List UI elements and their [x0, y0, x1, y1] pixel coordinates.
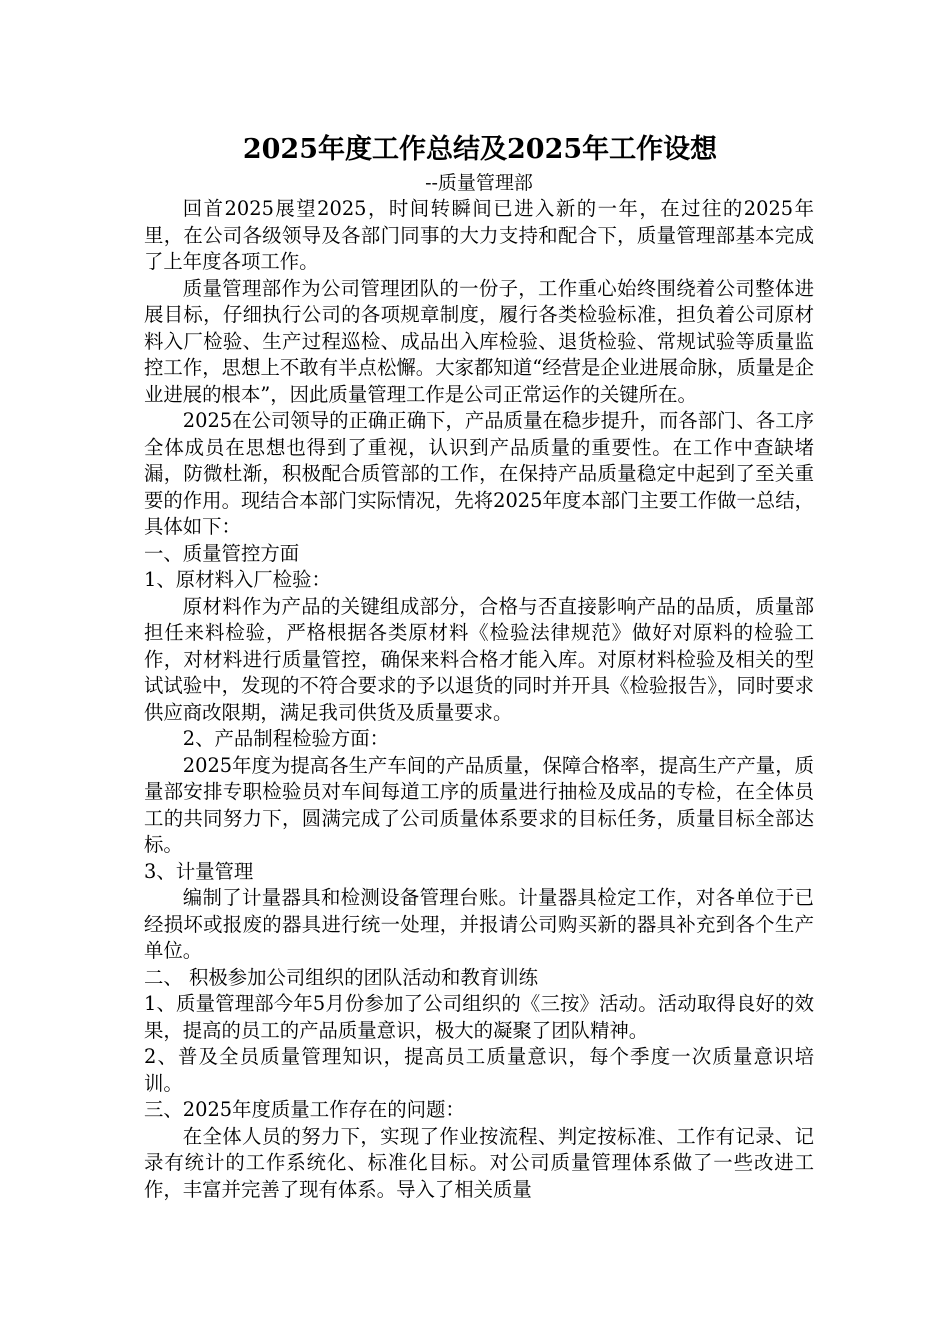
document-subtitle: --质量管理部 — [425, 172, 533, 194]
body-paragraph: 2025在公司领导的正确正确下，产品质量在稳步提升，而各部门、各工序全体成员在思想也得到了重视，认识到产品质量的重要性。在工作中查缺堵漏，防微杜渐，积极配合质管部的工作，在保持产品质量稳定中起到了至关重要的作用。现结合本部门实际情况，先将2025年度本部门主要工作做一总结，具体如下： — [144, 409, 814, 538]
body-paragraph: 编制了计量器具和检测设备管理台账。计量器具检定工作，对各单位于已经损坏或报废的器具进行统一处理，并报请公司购买新的器具补充到各个生产单位。 — [144, 886, 814, 962]
section-heading: 3、计量管理 — [144, 859, 254, 883]
section-heading: 1、质量管理部今年5月份参加了公司组织的《三按》活动。活动取得良好的效果，提高的员工的产品质量意识，极大的凝聚了团队精神。 — [144, 992, 814, 1042]
document-body — [144, 196, 814, 1203]
section-heading: 三、2025年度质量工作存在的问题： — [144, 1098, 465, 1121]
section-heading: 一、质量管控方面 — [144, 541, 300, 565]
section-heading: 二、 积极参加公司组织的团队活动和教育训练 — [144, 965, 538, 989]
body-paragraph: 原材料作为产品的关键组成部分，合格与否直接影响产品的品质，质量部担任来料检验，严格根据各类原材料《检验法律规范》做好对原料的检验工作，对材料进行质量管控，确保来料合格才能入库。对原材料检验及相关的型试试验中，发现的不符合要求的予以退货的同时并开具《检验报告》，同时要求供应商改限期，满足我司供货及质量要求。 — [144, 594, 814, 724]
body-paragraph: 质量管理部作为公司管理团队的一份子，工作重心始终围绕着公司整体进展目标，仔细执行公司的各项规章制度，履行各类检验标准，担负着公司原材料入厂检验、生产过程巡检、成品出入库检验、退货检验、常规试验等质量监控工作，思想上不敢有半点松懈。大家都知道“经营是企业进展命脉，质量是企业进展的根本”，因此质量管理工作是公司正常运作的关键所在。 — [144, 276, 814, 406]
body-paragraph: 2025年度为提高各生产车间的产品质量，保障合格率，提高生产产量，质量部安排专职检验员对车间每道工序的质量进行抽检及成品的专检，在全体员工的共同努力下，圆满完成了公司质量体系要求的目标任务，质量目标全部达标。 — [144, 753, 814, 856]
section-heading: 2、普及全员质量管理知识，提高员工质量意识，每个季度一次质量意识培训。 — [144, 1045, 814, 1095]
body-paragraph: 在全体人员的努力下，实现了作业按流程、判定按标准、工作有记录、记录有统计的工作系统化、标准化目标。对公司质量管理体系做了一些改进工作，丰富并完善了现有体系。导入了相关质量 — [144, 1124, 814, 1201]
section-heading: 1、原材料入厂检验： — [144, 568, 331, 591]
document-page — [144, 130, 814, 1203]
body-paragraph: 回首2025展望2025，时间转瞬间已进入新的一年，在过往的2025年里，在公司各级领导及各部门同事的大力支持和配合下，质量管理部基本完成了上年度各项工作。 — [144, 197, 814, 273]
body-paragraph: 2、产品制程检验方面： — [182, 727, 390, 750]
document-title: 2025年度工作总结及2025年工作设想 — [242, 134, 718, 165]
